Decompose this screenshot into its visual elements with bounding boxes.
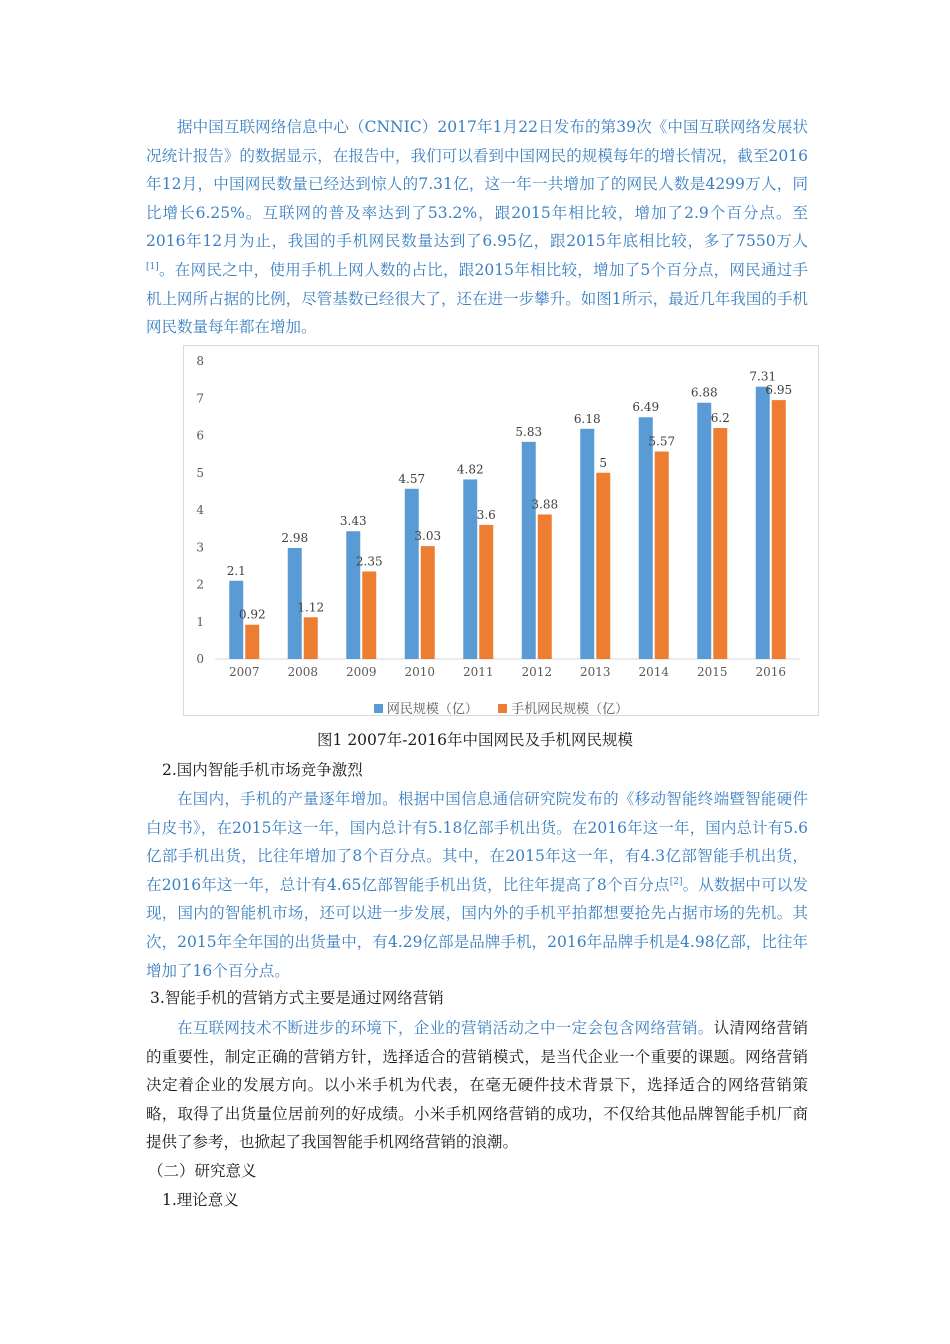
x-tick-label: 2012 — [521, 665, 553, 679]
bar-mobile-netizens — [655, 452, 669, 659]
data-label: 5.83 — [515, 424, 543, 439]
data-label: 6.18 — [573, 411, 601, 426]
chart-legend — [184, 698, 818, 717]
intro-paragraph — [146, 113, 808, 342]
y-tick-label: 0 — [196, 652, 204, 666]
market-paragraph-text: 在国内，手机的产量逐年增加。根据中国信息通信研究院发布的《移动智能终端暨智能硬件白皮书》，在2015年这一年，国内总计有5.18亿部手机出货。在2016年这一年，国内总计有5.6亿部手机出货，比往年增加了8个百分点。其中，在2015年这一年，有4.3亿部智能手机出货，在2016年这一年，总计有4.65亿部智能手机出货，比往年提高了8个百分点 — [146, 790, 808, 894]
data-label: 3.88 — [531, 497, 559, 512]
legend-item-netizens — [374, 698, 478, 717]
market-paragraph — [146, 785, 808, 985]
bar-mobile-netizens — [245, 625, 259, 659]
heading-network-marketing: 3.智能手机的营销方式主要是通过网络营销 — [150, 989, 444, 1007]
marketing-paragraph — [146, 1014, 808, 1157]
legend-label-netizens: 网民规模（亿） — [386, 702, 478, 717]
bar-netizens — [639, 417, 653, 659]
data-label: 0.92 — [238, 607, 266, 622]
section-heading-significance: （二）研究意义 — [148, 1162, 257, 1180]
citation-ref-2[interactable]: [2] — [669, 876, 683, 887]
data-label: 2.98 — [281, 530, 309, 545]
legend-item-mobile-netizens — [498, 698, 628, 717]
intro-paragraph-text-after: 。在网民之中，使用手机上网人数的占比，跟2015年相比较，增加了5个百分点，网民通过手机上网所占据的比例，尽管基数已经很大了，还在进一步攀升。如图1所示，最近几年我国的手机网民数量每年都在增加。 — [146, 260, 808, 337]
citation-ref-1[interactable]: [1] — [146, 261, 159, 272]
data-label: 4.57 — [398, 471, 426, 486]
data-label: 6.2 — [710, 411, 730, 426]
x-tick-label: 2007 — [228, 665, 260, 679]
bar-netizens — [346, 531, 360, 659]
bar-mobile-netizens — [596, 473, 610, 659]
bar-mobile-netizens — [304, 617, 318, 659]
y-tick-label: 5 — [196, 465, 204, 480]
market-paragraph-text-after: 。从数据中可以发现，国内的智能机市场，还可以进一步发展，国内外的手机平拍都想要抢先占据市场的先机。其次，2015年全年国的出货量中，有4.29亿部是品牌手机，2016年品牌手机是4.98亿部，比往年增加了16个百分点。 — [146, 875, 808, 980]
bar-netizens — [756, 387, 770, 659]
y-tick-label: 2 — [196, 577, 204, 592]
y-tick-label: 3 — [196, 540, 204, 555]
data-label: 1.12 — [297, 600, 325, 615]
marketing-paragraph-black: 认清网络营销的重要性，制定正确的营销方针，选择适合的营销模式，是当代企业一个重要的课题。网络营销决定着企业的发展方向。以小米手机为代表，在毫无硬件技术背景下，选择适合的网络营销策略，取得了出货量位居前列的好成绩。小米手机网络营销的成功，不仅给其他品牌智能手机厂商提供了参考，也掀起了我国智能手机网络营销的浪潮。 — [146, 1019, 808, 1152]
data-label: 2.1 — [226, 563, 246, 578]
x-tick-label: 2009 — [345, 665, 377, 679]
bar-chart — [183, 345, 819, 716]
marketing-paragraph-blue: 在互联网技术不断进步的环境下，企业的营销活动之中一定会包含网络营销。 — [177, 1019, 714, 1037]
data-label: 5.57 — [648, 434, 676, 449]
heading-market-competition: 2.国内智能手机市场竞争激烈 — [162, 761, 363, 779]
y-tick-label: 1 — [196, 614, 204, 629]
data-label: 6.95 — [765, 383, 793, 398]
x-tick-label: 2016 — [755, 665, 787, 679]
data-label: 3.43 — [339, 514, 367, 529]
data-label: 7.31 — [749, 369, 777, 384]
y-tick-label: 6 — [196, 428, 204, 443]
y-tick-label: 8 — [196, 354, 204, 368]
data-label: 6.49 — [632, 400, 660, 415]
sub-heading-theoretical: 1.理论意义 — [162, 1191, 239, 1209]
bar-netizens — [697, 403, 711, 659]
bar-netizens — [522, 442, 536, 659]
data-label: 2.35 — [355, 554, 383, 569]
legend-label-mobile-netizens: 手机网民规模（亿） — [511, 702, 629, 717]
x-tick-label: 2014 — [638, 665, 670, 679]
data-label: 5 — [599, 455, 608, 470]
intro-paragraph-text: 据中国互联网络信息中心（CNNIC）2017年1月22日发布的第39次《中国互联网络发展状况统计报告》的数据显示，在报告中，我们可以看到中国网民的规模每年的增长情况，截至2016年12月，中国网民数量已经达到惊人的7.31亿，这一年一共增加了的网民人数是4299万人，同比增长6.25%。互联网的普及率达到了53.2%，跟2015年相比较，增加了2.9个百分点。至2016年12月为止，我国的手机网民数量达到了6.95亿，跟2015年底相比较，多了7550万人 — [146, 118, 808, 251]
bar-mobile-netizens — [362, 571, 376, 659]
x-tick-label: 2011 — [462, 665, 494, 679]
data-label: 3.6 — [476, 507, 496, 522]
data-label: 6.88 — [690, 385, 718, 400]
x-tick-label: 2008 — [287, 665, 319, 679]
x-tick-label: 2015 — [696, 665, 728, 679]
bar-mobile-netizens — [479, 525, 493, 659]
bar-netizens — [405, 489, 419, 659]
data-label: 3.03 — [414, 529, 442, 544]
bar-netizens — [580, 429, 594, 659]
y-tick-label: 4 — [196, 503, 204, 517]
x-tick-label: 2010 — [404, 665, 436, 679]
bar-mobile-netizens — [421, 546, 435, 659]
data-label: 4.82 — [456, 462, 484, 477]
x-tick-label: 2013 — [579, 665, 611, 679]
bar-mobile-netizens — [538, 514, 552, 659]
chart-canvas — [184, 346, 820, 717]
bar-netizens — [463, 479, 477, 659]
bar-mobile-netizens — [772, 400, 786, 659]
legend-swatch-blue — [374, 704, 383, 713]
legend-swatch-orange — [498, 704, 507, 713]
y-tick-label: 7 — [196, 391, 204, 406]
figure-caption: 图1 2007年-2016年中国网民及手机网民规模 — [317, 731, 633, 749]
bar-mobile-netizens — [713, 428, 727, 659]
